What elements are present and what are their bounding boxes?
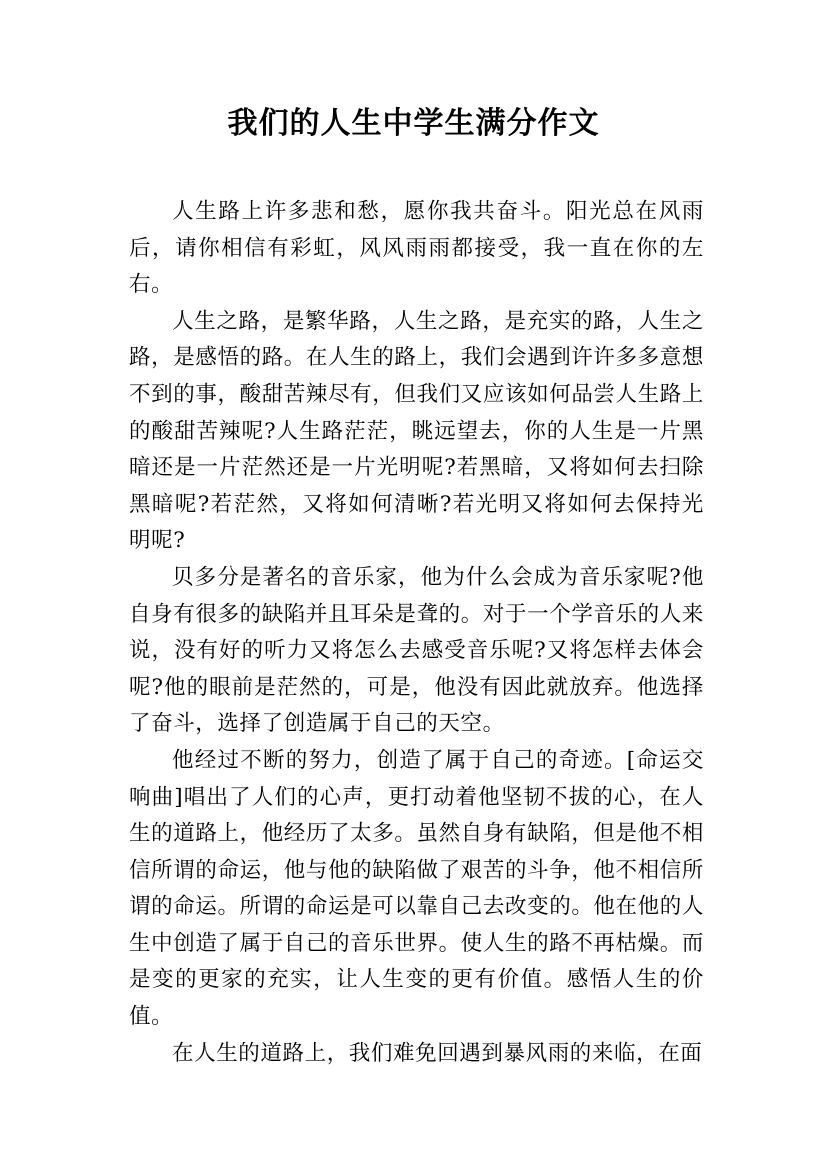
paragraph-3: 贝多分是著名的音乐家，他为什么会成为音乐家呢?他自身有很多的缺陷并且耳朵是聋的。对于一个学音乐的人来说，没有好的听力又将怎么去感受音乐呢?又将怎样去体会呢?他的眼前是茫然的，可是，他没有因此就放弃。他选择了奋斗，选择了创造属于自己的天空。 bbox=[129, 564, 704, 737]
paragraph-2: 人生之路，是繁华路，人生之路，是充实的路，人生之路，是感悟的路。在人生的路上，我们会遇到许许多多意想不到的事，酸甜苦辣尽有，但我们又应该如何品尝人生路上的酸甜苦辣呢?人生路茫茫，眺远望去，你的人生是一片黑暗还是一片茫然还是一片光明呢?若黑暗，又将如何去扫除黑暗呢?若茫然，又将如何清晰?若光明又将如何去保持光明呢? bbox=[129, 308, 704, 554]
document-body bbox=[129, 194, 704, 1072]
paragraph-5: 在人生的道路上，我们难免回遇到暴风雨的来临，在面 bbox=[172, 1040, 703, 1066]
document-title: 我们的人生中学生满分作文 bbox=[227, 106, 600, 141]
paragraph-4: 他经过不断的努力，创造了属于自己的奇迹。[命运交响曲]唱出了人们的心声，更打动着他坚韧不拔的心，在人生的道路上，他经历了太多。虽然自身有缺陷，但是他不相信所谓的命运，他与他的缺陷做了艰苦的斗争，他不相信所谓的命运。所谓的命运是可以靠自己去改变的。他在他的人生中创造了属于自己的音乐世界。使人生的路不再枯燥。而是变的更家的充实，让人生变的更有价值。感悟人生的价值。 bbox=[129, 747, 704, 1030]
paragraph-1: 人生路上许多悲和愁，愿你我共奋斗。阳光总在风雨后，请你相信有彩虹，风风雨雨都接受，我一直在你的左右。 bbox=[129, 199, 704, 298]
